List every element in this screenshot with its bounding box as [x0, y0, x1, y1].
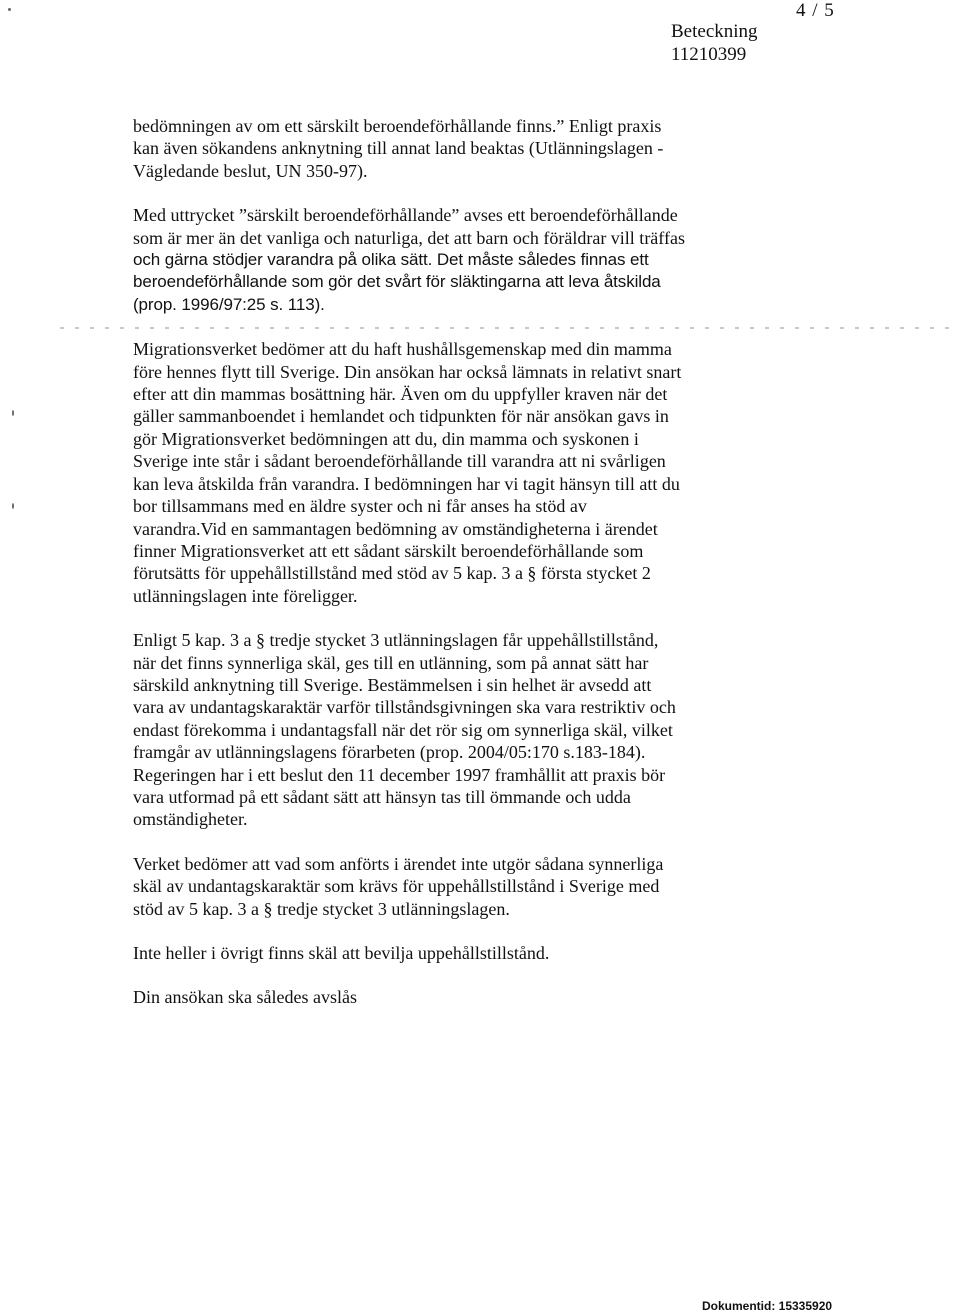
text-line: vara av undantagskaraktär varför tillståndsgivningen ska vara restriktiv och: [133, 697, 676, 718]
text-line: beroendeförhållande som gör det svårt för släktingarna att leva åtskilda: [133, 272, 661, 292]
text-line: gäller sammanboendet i hemlandet och tidpunkten för när ansökan gavs in: [133, 406, 669, 427]
decision-conclusion: [133, 986, 773, 1008]
document-id: Dokumentid: 15335920: [702, 1299, 833, 1313]
text-line: gör Migrationsverket bedömningen att du, din mamma och syskonen i: [133, 428, 639, 449]
text-line: vara utformad på ett sådant sätt att hänsyn tas till ömmande och udda: [133, 786, 631, 807]
text-line: framgår av utlänningslagens förarbeten (prop. 2004/05:170 s.183-184).: [133, 742, 646, 763]
text-line: Sverige inte står i sådant beroendeförhållande till varandra att ni svårligen: [133, 451, 666, 472]
stray-mark: [12, 410, 14, 416]
text-line: stöd av 5 kap. 3 a § tredje stycket 3 utlänningslagen.: [133, 898, 510, 919]
text-line: förutsätts för uppehållstillstånd med stöd av 5 kap. 3 a § första stycket 2: [133, 563, 651, 584]
text-line: (prop. 1996/97:25 s. 113).: [133, 294, 325, 314]
paragraph: [133, 942, 773, 964]
page-number: 4 / 5: [796, 0, 835, 21]
text-line: Med uttrycket ”särskilt beroendeförhållande” avses ett beroendeförhållande: [133, 205, 678, 226]
paragraph: [133, 853, 773, 920]
text-line: särskild anknytning till Sverige. Bestämmelsen i sin helhet är avsedd att: [133, 674, 652, 695]
paragraph: [133, 204, 773, 316]
text-line: Inte heller i övrigt finns skäl att bevilja uppehållstillstånd.: [133, 943, 550, 963]
text-line: efter att din mammas bosättning här. Även om du uppfyller kraven när det: [133, 384, 668, 405]
reference-label: Beteckning: [671, 21, 758, 42]
paragraph: [133, 338, 773, 607]
text-line: omständigheter.: [133, 809, 248, 830]
text-line: och gärna stödjer varandra på olika sätt. Det måste således finnas ett: [133, 250, 649, 270]
text-line: Din ansökan ska således avslås: [133, 987, 357, 1008]
document-header: [671, 20, 758, 66]
text-line: Vägledande beslut, UN 350-97).: [133, 160, 368, 181]
text-line: varandra.Vid en sammantagen bedömning av omständigheterna i ärendet: [133, 518, 658, 539]
paragraph: [133, 115, 773, 182]
text-line: utlänningslagen inte föreligger.: [133, 585, 358, 606]
text-line: skäl av undantagskaraktär som krävs för uppehållstillstånd i Sverige med: [133, 876, 660, 897]
text-line: kan även sökandens anknytning till annat land beaktas (Utlänningslagen -: [133, 138, 664, 159]
text-line: bor tillsammans med en äldre syster och ni får anses ha stöd av: [133, 496, 587, 517]
text-line: före hennes flytt till Sverige. Din ansökan har också lämnats in relativt snart: [133, 361, 682, 382]
text-line: kan leva åtskilda från varandra. I bedömningen har vi tagit hänsyn till att du: [133, 473, 680, 494]
text-line: finner Migrationsverket att ett sådant särskilt beroendeförhållande som: [133, 540, 644, 561]
text-line: Regeringen har i ett beslut den 11 december 1997 framhållit att praxis bör: [133, 764, 666, 785]
stray-mark: [8, 8, 11, 11]
text-line: endast förekomma i undantagsfall när det rör sig om synnerliga skäl, vilket: [133, 719, 673, 740]
text-line: Enligt 5 kap. 3 a § tredje stycket 3 utlänningslagen får uppehållstillstånd,: [133, 630, 659, 651]
text-line: Verket bedömer att vad som anförts i ärendet inte utgör sådana synnerliga: [133, 853, 664, 874]
text-line: när det finns synnerliga skäl, ges till en utlänning, som på annat sätt har: [133, 652, 649, 673]
text-line: bedömningen av om ett särskilt beroendeförhållande finns.” Enligt praxis: [133, 116, 662, 136]
decision-body: [133, 115, 773, 1009]
reference-number: 11210399: [671, 44, 747, 65]
text-line: Migrationsverket bedömer att du haft hushållsgemenskap med din mamma: [133, 339, 672, 360]
text-line: som är mer än det vanliga och naturliga, det att barn och föräldrar vill träffas: [133, 227, 685, 248]
paragraph: [133, 629, 773, 831]
stray-mark: [12, 503, 14, 509]
